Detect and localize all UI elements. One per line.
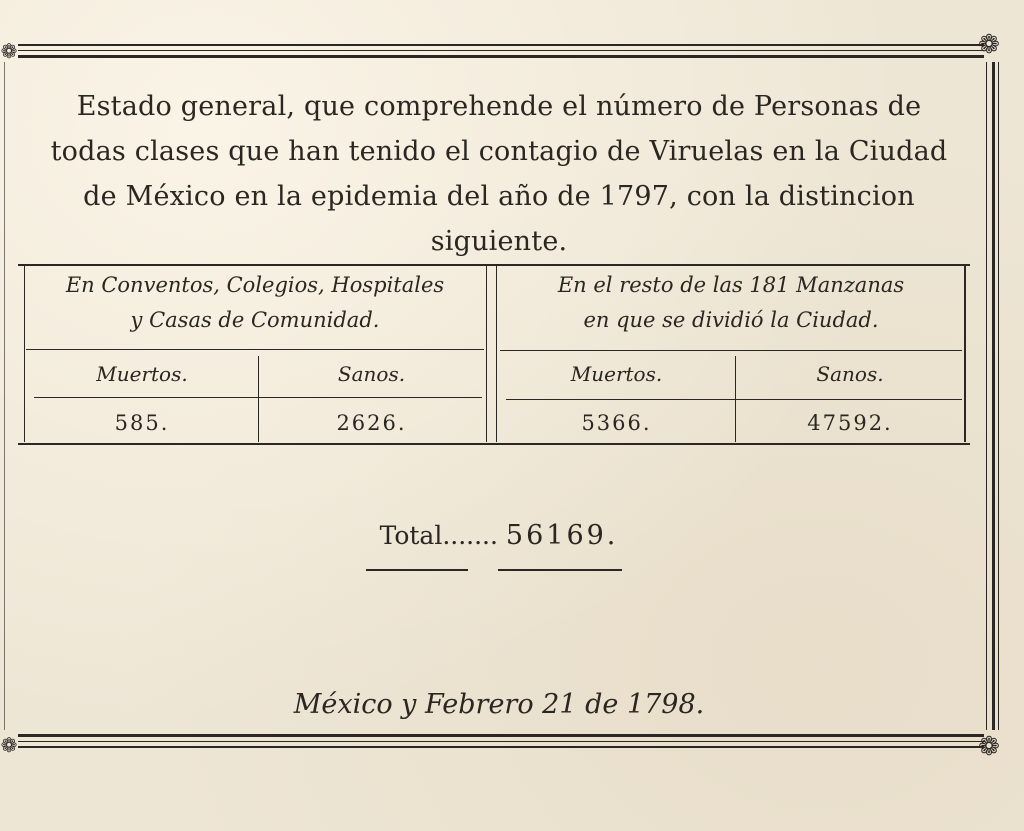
- column-header-sanos: Sanos.: [816, 362, 884, 386]
- table-cell-value: 585.: [114, 411, 170, 435]
- column-header-muertos: Muertos.: [570, 362, 663, 386]
- frame-rule-top: [18, 55, 984, 58]
- table-group-header-blocks: [498, 268, 964, 338]
- frame-rule-bottom: [18, 741, 984, 742]
- table-rule: [506, 399, 962, 400]
- corner-ornament-icon: ❁: [978, 732, 1000, 762]
- group-header-line: En el resto de las 181 Manzanas: [557, 273, 905, 297]
- frame-rule-right: [992, 62, 995, 730]
- table-cell-value: 47592.: [807, 411, 893, 435]
- table-group-header-institutions: [26, 268, 484, 338]
- table-divider: [964, 266, 966, 442]
- group-header-line: en que se dividió la Ciudad.: [583, 308, 879, 332]
- total-value: 56169.: [505, 520, 619, 551]
- table-rule: [26, 349, 484, 350]
- table-rule: [18, 264, 970, 266]
- total-label: Total.......: [379, 521, 498, 550]
- table-cell-value: 2626.: [336, 411, 407, 435]
- table-divider: [496, 266, 497, 442]
- table-divider: [486, 266, 487, 442]
- frame-rule-bottom: [18, 734, 984, 737]
- frame-rule-top: [18, 44, 984, 46]
- corner-ornament-icon: ❁: [0, 733, 18, 757]
- frame-rule-right: [986, 62, 987, 730]
- column-header-sanos: Sanos.: [337, 362, 406, 386]
- frame-rule-top: [18, 50, 984, 51]
- heading-line: de México en la epidemia del año de 1797, con la distincion: [83, 181, 915, 212]
- table-divider: [24, 266, 25, 442]
- heading-line: Estado general, que comprehende el número de Personas de: [76, 91, 922, 122]
- total-underline: [498, 569, 622, 571]
- corner-ornament-icon: ❁: [978, 30, 1000, 60]
- total-line: [18, 516, 980, 556]
- date-line: México y Febrero 21 de 1798.: [293, 689, 705, 720]
- heading-line: siguiente.: [430, 226, 568, 257]
- table-rule: [18, 443, 970, 445]
- corner-ornament-icon: ❁: [0, 39, 18, 63]
- document-heading: [18, 84, 980, 264]
- heading-line: todas clases que han tenido el contagio de Viruelas en la Ciudad: [50, 136, 948, 167]
- frame-rule-bottom: [18, 746, 984, 748]
- group-header-line: En Conventos, Colegios, Hospitales: [65, 273, 445, 297]
- group-header-line: y Casas de Comunidad.: [130, 308, 380, 332]
- column-header-muertos: Muertos.: [96, 362, 188, 386]
- table-rule: [500, 350, 962, 351]
- total-underline: [366, 569, 468, 571]
- frame-rule-right: [998, 62, 999, 730]
- table-cell-value: 5366.: [581, 411, 652, 435]
- frame-rule-left: [4, 62, 5, 730]
